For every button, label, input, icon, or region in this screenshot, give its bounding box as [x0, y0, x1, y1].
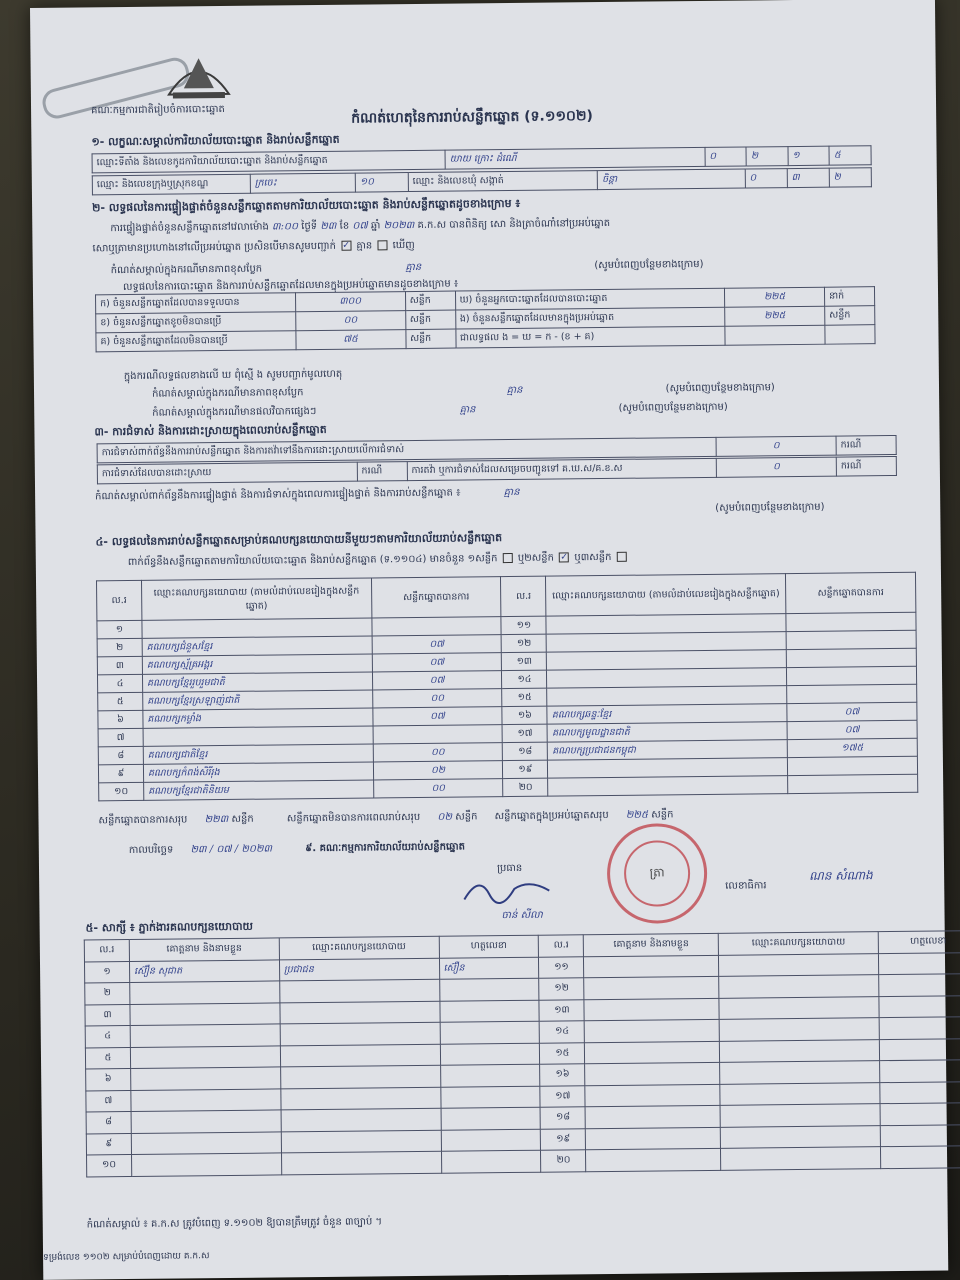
complaint2b-value: ០: [716, 457, 836, 477]
secretary-name: ណន សំណាង: [809, 868, 873, 883]
col-party: ឈ្មោះគណបក្សនយោបាយ (តាមលំដាប់លេខរៀងក្នុងសន្លឹកឆ្នោត): [546, 574, 786, 617]
complaint1-value: ០: [716, 436, 836, 456]
witness-party: [280, 1065, 440, 1088]
witness-name: [131, 1067, 281, 1090]
witness-name: [586, 1127, 721, 1150]
row-no: ១២: [502, 634, 547, 652]
stats-label2: ជាលទ្ធផល ង = ឃ = ក - (ខ + គ): [455, 326, 725, 348]
witness-sign: [440, 1064, 540, 1087]
party-votes: ០៧: [787, 702, 917, 721]
row-no: ៦: [98, 710, 143, 728]
unit: ករណី: [836, 435, 896, 455]
party-votes: ០០: [373, 779, 503, 798]
witness-name: [130, 981, 280, 1004]
chair-label: ប្រធាន: [496, 862, 523, 875]
party-name: គណបក្សឆន្ទៈខ្មែរ: [547, 704, 787, 725]
row-no: ១៤: [540, 1021, 585, 1043]
party-votes: ០៧: [787, 720, 917, 739]
checkbox-checked[interactable]: ✓: [342, 240, 350, 251]
witness-party: [279, 979, 439, 1002]
row-no: ៧: [86, 1090, 131, 1112]
year-label: ឆ្នាំ: [370, 220, 381, 232]
party-votes: ០៧: [372, 635, 502, 654]
row-no: ១: [97, 620, 142, 638]
party-name: [143, 726, 373, 746]
chair-name: ចាន់ សីលា: [501, 909, 543, 922]
official-stamp: [607, 823, 708, 924]
district-value: ក្រចេះ: [250, 173, 355, 193]
row-no: ១៣: [539, 999, 584, 1021]
code-digit: ១: [788, 146, 830, 165]
complaint-note-label: កំណត់សម្គាល់ពាក់ព័ន្ធនឹងការផ្ទៀងផ្ទាត់ និងការជំទាស់ក្នុងពេលការផ្ទៀងផ្ទាត់ និងការរាប់សន្លឹកឆ្នោត ៖: [95, 487, 461, 503]
section4-heading: ៤- លទ្ធផលនៃការរាប់សន្លឹកឆ្នោតសម្រាប់គណបក្សនយោបាយនីមួយៗតាមការិយាល័យរាប់សន្លឹកឆ្នោត: [95, 531, 503, 549]
fill-hint: (សូមបំពេញបន្ថែមខាងក្រោម): [665, 382, 775, 395]
row-no: ៩: [98, 764, 143, 782]
witness-party: [281, 1151, 441, 1174]
note2-value: គ្មាន: [506, 384, 523, 397]
row-no: ៧: [98, 728, 143, 746]
witness-name: [131, 1131, 281, 1154]
witness-name: [585, 1041, 720, 1064]
row-no: ១៥: [540, 1042, 585, 1064]
fill-hint: (សូមបំពេញបន្ថែមខាងក្រោម): [618, 401, 728, 414]
witness-table: [84, 930, 960, 1177]
stats-unit: សន្លឹក: [405, 310, 455, 330]
party-name: គណបក្សប្រជាជនកម្ពុជា: [548, 740, 788, 761]
witness-sign: [878, 952, 960, 975]
witness-sign: [440, 1021, 540, 1044]
witness-party: [280, 1001, 440, 1024]
row-no: ១៨: [503, 742, 548, 760]
unit: ករណី: [836, 456, 896, 476]
witness-name: [585, 1105, 720, 1128]
witness-party: [280, 1022, 440, 1045]
verify-desc: គ.ក.ស បានពិនិត្យ សោ និងត្រាចំណាំនៅប្រអប់ឆ្នោត: [417, 217, 611, 231]
witness-sign: [880, 1060, 960, 1083]
verify-line: [110, 216, 610, 236]
valid-label: សន្លឹកឆ្នោតបានការសរុប: [98, 814, 188, 827]
party-votes: [786, 630, 916, 649]
witness-name: [584, 976, 719, 999]
party-name: គណបក្សខ្មែរជាតិនិយម: [144, 780, 374, 800]
checkbox[interactable]: [617, 552, 627, 562]
invalid-label: សន្លឹកឆ្នោតមិនបានការពេលរាប់សរុប: [286, 811, 421, 825]
stats-unit2: នាក់: [824, 287, 874, 307]
form-footer: ទម្រង់លេខ ១១០២ សម្រាប់បំពេញដោយ គ.ក.ស: [43, 1251, 210, 1263]
stats-unit: សន្លឹក: [405, 291, 455, 311]
stats-label2: ឃ) ចំនួនអ្នកបោះឆ្នោតដែលបានបោះឆ្នោត: [455, 288, 725, 310]
witness-name: [585, 1062, 720, 1085]
row-no: ១៥: [502, 688, 547, 706]
row-no: ៣: [97, 656, 142, 674]
witness-party: [720, 1039, 880, 1062]
row-no: ២០: [541, 1150, 586, 1172]
ballot-count-form: [30, 0, 948, 1280]
witness-sign: [439, 978, 539, 1001]
place-label: ឈ្មោះទីតាំង និងលេខកូដការិយាល័យបោះឆ្នោត និងរាប់សន្លឹកឆ្នោត: [92, 150, 445, 173]
unit: សន្លឹក: [231, 813, 254, 825]
verify-day: ២៣: [320, 220, 337, 232]
seal-label: សោឬត្រាមានប្រហោងនៅលើប្រអប់ឆ្នោត ប្រសិនបើមានសូមបញ្ជាក់: [92, 240, 336, 255]
party-name: គណបក្សមូលដ្ឋានជាតិ: [547, 722, 787, 743]
row-no: ១០: [99, 782, 144, 800]
witness-sign: [879, 1038, 960, 1061]
stats-unit2: [825, 325, 875, 345]
row-no: ២: [85, 983, 130, 1005]
note-label: កំណត់សម្គាល់ក្នុងករណីមានភាពខុសប្លែក: [110, 263, 263, 277]
nec-logo-icon: [158, 44, 239, 103]
stats-label: ក) ចំនួនសន្លឹកឆ្នោតដែលបានទទួលបាន: [96, 293, 296, 314]
checkbox-checked[interactable]: ✓: [560, 552, 568, 563]
witness-party: [281, 1130, 441, 1153]
stats-value2: ២២៥: [725, 287, 825, 307]
party-name: គណបក្សខ្មែររួបរួមជាតិ: [142, 672, 372, 692]
party-votes: [786, 612, 916, 631]
stats-unit2: សន្លឹក: [825, 306, 875, 326]
witness-sign: [441, 1107, 541, 1130]
party-votes: [786, 648, 916, 667]
col-no: ល.រ: [97, 580, 142, 620]
witness-party: [720, 1104, 880, 1127]
stats-label: គ) ចំនួនសន្លឹកឆ្នោតដែលមិនបានប្រើ: [96, 331, 296, 352]
day-label: ថ្ងៃទី: [301, 221, 318, 233]
party-name: គណបក្សកំពង់សិរីរុង: [143, 762, 373, 782]
row-no: ៤: [97, 674, 142, 692]
stats-value2: ២២៥: [725, 306, 825, 326]
party-votes: ១៧៥: [787, 738, 917, 757]
stats-value2: [725, 325, 825, 345]
party-votes: [787, 666, 917, 685]
witness-name: [130, 1002, 280, 1025]
witness-name: [586, 1148, 721, 1171]
committee-heading: ៩. គណៈកម្មការការិយាល័យរាប់សន្លឹកឆ្នោត: [305, 841, 466, 855]
note-value: គ្មាន: [405, 261, 422, 274]
row-no: ៨: [86, 1112, 131, 1134]
row-no: ១: [84, 961, 129, 983]
checkbox[interactable]: [503, 553, 513, 563]
witness-party: [280, 1044, 440, 1067]
col-sign: ហត្ថលេខា: [439, 935, 539, 958]
totals-line: [98, 807, 673, 828]
row-no: ១៦: [540, 1064, 585, 1086]
party-name: គណបក្សខ្មែរស្រឡាញ់ជាតិ: [143, 690, 373, 710]
witness-name: [131, 1110, 281, 1133]
fill-hint: (សូមបំពេញបន្ថែមខាងក្រោម): [594, 258, 704, 272]
row-no: ២: [97, 638, 142, 656]
witness-party: [720, 1082, 880, 1105]
sheet-count-line: [128, 550, 629, 570]
stats-value: ០០: [295, 311, 405, 331]
witness-sign: [441, 1150, 541, 1173]
row-no: ៨: [98, 746, 143, 764]
row-no: ៩: [86, 1133, 131, 1155]
witness-name: ស៊ឿន សុជាត: [129, 959, 279, 982]
witness-party: [281, 1087, 441, 1110]
witness-name: [131, 1088, 281, 1111]
commune-digit: ២: [829, 168, 871, 187]
code-digit: ៥: [829, 146, 871, 165]
witness-name: [585, 1084, 720, 1107]
party-votes: ០២: [373, 761, 503, 780]
party-votes: [788, 756, 918, 775]
col-name: គោត្តនាម និងនាមខ្លួន: [584, 933, 719, 956]
col-no: ល.រ: [539, 935, 584, 957]
row-no: ៣: [85, 1004, 130, 1026]
row-no: ១៩: [503, 760, 548, 778]
date-value: ២៣ / ០៧ / ២០២៣: [190, 843, 273, 856]
witness-name: [131, 1153, 281, 1176]
section5-heading: ៥- សាក្សី ៖ ភ្នាក់ងារគណបក្សនយោបាយ: [85, 919, 254, 935]
party-votes: [372, 617, 502, 636]
stats-value: ៧៥: [296, 330, 406, 350]
row-no: ១២: [539, 978, 584, 1000]
witness-sign: [879, 995, 960, 1018]
row-no: ១៧: [540, 1085, 585, 1107]
witness-sign: [880, 1103, 960, 1126]
witness-party: [719, 996, 879, 1019]
witness-party: [720, 1061, 880, 1084]
verify-label: ការផ្ទៀងផ្ទាត់ចំនួនសន្លឹកឆ្នោតនៅវេលាម៉ោង: [110, 221, 269, 235]
unit: ករណី: [357, 462, 407, 482]
witness-sign: [880, 1081, 960, 1104]
commune-label: ឈ្មោះ និងលេខឃុំ សង្កាត់: [408, 171, 598, 192]
col-no: ល.រ: [501, 576, 546, 616]
witness-party: ប្រជាជន: [279, 958, 439, 981]
row-no: ១០: [87, 1155, 132, 1177]
section1-heading: ១- លក្ខណៈសម្គាល់ការិយាល័យបោះឆ្នោត និងរាប់សន្លឹកឆ្នោត: [91, 132, 340, 149]
witness-name: [584, 998, 719, 1021]
witness-party: [719, 975, 879, 998]
verify-year: ២០២៣: [383, 219, 415, 232]
witness-party: [721, 1147, 881, 1170]
witness-sign: [880, 1124, 960, 1147]
note3-value: គ្មាន: [459, 404, 476, 416]
district-label: ឈ្មោះ និងលេខក្រុងឬស្រុកខណ្ឌ: [92, 174, 250, 195]
stats-unit: សន្លឹក: [405, 329, 455, 349]
district-num: ១០: [355, 173, 408, 193]
total-box-value: ២២៥: [625, 809, 649, 821]
fill-hint: (សូមបំពេញបន្ថែមខាងក្រោម): [715, 501, 825, 514]
chair-signature: [459, 868, 569, 909]
row-no: ១៧: [503, 724, 548, 742]
witness-sign: [439, 1000, 539, 1023]
ballot-stats-table: [95, 286, 876, 352]
complaint-note: [95, 485, 520, 504]
seal-opt-a: គ្មាន: [356, 240, 373, 252]
witness-party: [719, 1018, 879, 1041]
witness-party: [720, 1125, 880, 1148]
row-no: ១១: [501, 616, 546, 634]
stats-label: ខ) ចំនួនសន្លឹកឆ្នោតខូចមិនបានប្រើ: [96, 312, 296, 333]
unit: សន្លឹក: [651, 809, 674, 821]
row-no: ១៣: [502, 652, 547, 670]
col-party: ឈ្មោះគណបក្សនយោបាយ (តាមលំដាប់លេខរៀងក្នុងសន្លឹកឆ្នោត): [141, 578, 371, 620]
sheet-intro: ពាក់ព័ន្ធនឹងសន្លឹកឆ្នោតតាមការិយាល័យបោះឆ្នោត និងរាប់សន្លឹកឆ្នោត (ទ.១១០៤) មានចំនួន ១សន្លឹក: [127, 553, 498, 569]
row-no: ១១: [539, 956, 584, 978]
party-votes: ០០: [373, 743, 503, 762]
complaint2b-label: ការតវ៉ា ឬការជំទាស់ដែលសម្រេចបញ្ជូនទៅ គ.ឃ.ស/គ.ខ.ស: [407, 458, 717, 480]
col-party: ឈ្មោះគណបក្សនយោបាយ: [718, 932, 878, 955]
col-sign: ហត្ថលេខា: [878, 931, 960, 954]
party-votes: ០៧: [372, 653, 502, 672]
witness-party: [719, 953, 879, 976]
row-no: ៥: [85, 1047, 130, 1069]
note2-label: កំណត់សម្គាល់ក្នុងករណីមានភាពខុសប្លែក: [151, 387, 304, 400]
code-digit: ០: [705, 147, 747, 166]
party-name: គណបក្សស្ម័គ្រអង្គរ: [142, 654, 372, 674]
secretary-label: លេខាធិការ: [725, 880, 767, 892]
witness-party: [281, 1108, 441, 1131]
party-results-table: [96, 572, 918, 802]
stats-value: ៣០០: [295, 292, 405, 312]
invalid-value: ០២: [437, 811, 453, 823]
party-votes: [373, 725, 503, 744]
place-value: យាយ ក្រោះ ដំណើ: [445, 147, 705, 169]
unit: សន្លឹក: [455, 811, 478, 823]
stamp-center: ត្រា: [649, 865, 665, 880]
checkbox[interactable]: [377, 240, 387, 250]
row-no: ២០: [503, 778, 548, 796]
row-no: ១៨: [540, 1107, 585, 1129]
sheet-opt1: ឬ២សន្លឹក: [517, 552, 555, 564]
row-no: ១៤: [502, 670, 547, 688]
witness-sign: [440, 1043, 540, 1066]
col-party: ឈ្មោះគណបក្សនយោបាយ: [279, 936, 439, 959]
complaint1-label: ការជំទាស់ពាក់ព័ន្ធនឹងការរាប់សន្លឹកឆ្នោត និងការតវ៉ាទៅនឹងការដោះស្រាយលើការជំទាស់: [97, 437, 716, 462]
note3-line: [152, 400, 728, 421]
valid-value: ២២៣: [204, 813, 229, 826]
party-name: គណបក្សជំនួសខ្មែរ: [142, 636, 372, 656]
col-votes: សន្លឹកឆ្នោតបានការ: [371, 577, 501, 618]
witness-sign: [879, 1017, 960, 1040]
complaint-note-value: គ្មាន: [503, 486, 520, 499]
party-name: គណបក្សកម្លាំង: [143, 708, 373, 728]
row-no: ១៩: [541, 1128, 586, 1150]
seal-line: [92, 238, 414, 256]
witness-name: [130, 1045, 280, 1068]
col-name: គោត្តនាម និងនាមខ្លួន: [129, 938, 279, 961]
col-votes: សន្លឹកឆ្នោតបានការ: [786, 572, 916, 613]
commune-digit: ០: [745, 169, 787, 188]
verify-time: ៣:០០: [271, 221, 299, 233]
row-no: ៥: [98, 692, 143, 710]
party-votes: ០៧: [372, 671, 502, 690]
results-intro: លទ្ធផលនៃការបោះឆ្នោត និងការរាប់សន្លឹកឆ្នោតដែលមានក្នុងប្រអប់ឆ្នោតមានដូចខាងក្រោម ៖: [122, 278, 459, 294]
witness-name: [130, 1024, 280, 1047]
witness-sign: [881, 1146, 960, 1169]
total-box-label: សន្លឹកឆ្នោតក្នុងប្រអប់ឆ្នោតសរុប: [494, 809, 609, 823]
party-name: [142, 618, 372, 638]
witness-sign: [441, 1129, 541, 1152]
col-no: ល.រ: [84, 940, 129, 962]
complaint2-label: ការជំទាស់ដែលបានដោះស្រាយ: [97, 462, 357, 484]
date-label: កាលបរិច្ឆេទ: [128, 844, 174, 857]
witness-sign: [879, 974, 960, 997]
verify-month: ០៧: [352, 220, 368, 232]
month-label: ខែ: [339, 220, 350, 232]
sheet-opt2: ឬ៣សន្លឹក: [574, 551, 612, 564]
footnote: កំណត់សម្គាល់ ៖ គ.ក.ស ត្រូវបំពេញ ទ.១១០២ ឱ្យបានត្រឹមត្រូវ ចំនួន ៣ច្បាប់ ។: [86, 1216, 383, 1231]
code-digit: ២: [746, 147, 788, 166]
witness-name: [585, 1019, 720, 1042]
section3-heading: ៣- ការជំទាស់ និងការដោះស្រាយក្នុងពេលរាប់សន្លឹកឆ្នោត: [94, 422, 327, 439]
diff-note-line: [111, 257, 704, 278]
witness-sign: ស៊ឿន: [439, 957, 539, 980]
stats-label2: ង) ចំនួនសន្លឹកឆ្នោតដែលមានក្នុងប្រអប់ឆ្នោត: [455, 307, 725, 329]
section2-heading: ២- លទ្ធផលនៃការផ្ទៀងផ្ទាត់ចំនួនសន្លឹកឆ្នោតតាមការិយាល័យបោះឆ្នោត និងរាប់សន្លឹកឆ្នោតដូចខាងក្រោម ៖: [92, 196, 521, 215]
date-line: [129, 839, 465, 858]
note2-line: [152, 380, 775, 402]
row-no: ៦: [86, 1069, 131, 1091]
party-votes: ០៧: [373, 707, 503, 726]
witness-name: [584, 955, 719, 978]
commune-value: ចិន្តា: [597, 169, 745, 190]
row-no: ១៦: [502, 706, 547, 724]
note3-label: កំណត់សម្គាល់ក្នុងករណីមានផលវិបាកផ្សេងៗ: [152, 406, 317, 419]
party-votes: ០០: [372, 689, 502, 708]
party-name: [548, 776, 788, 797]
row-no: ៤: [85, 1026, 130, 1048]
party-votes: [787, 684, 917, 703]
witness-sign: [440, 1086, 540, 1109]
commune-digit: ៣: [787, 168, 829, 187]
party-name: គណបក្សជាតិខ្មែរ: [143, 744, 373, 764]
seal-opt-b: ឃើញ: [392, 239, 415, 252]
party-votes: [788, 774, 918, 793]
diff-reason: ក្នុងករណីលទ្ធផលខាងលើ ឃ ពុំស្មើ ង សូមបញ្ជាក់មូលហេតុ: [123, 368, 343, 383]
org-name: គណៈកម្មការជាតិរៀបចំការបោះឆ្នោត: [91, 103, 225, 117]
page-title: កំណត់ហេតុនៃការរាប់សន្លឹកឆ្នោត (ទ.១១០២): [351, 108, 593, 127]
